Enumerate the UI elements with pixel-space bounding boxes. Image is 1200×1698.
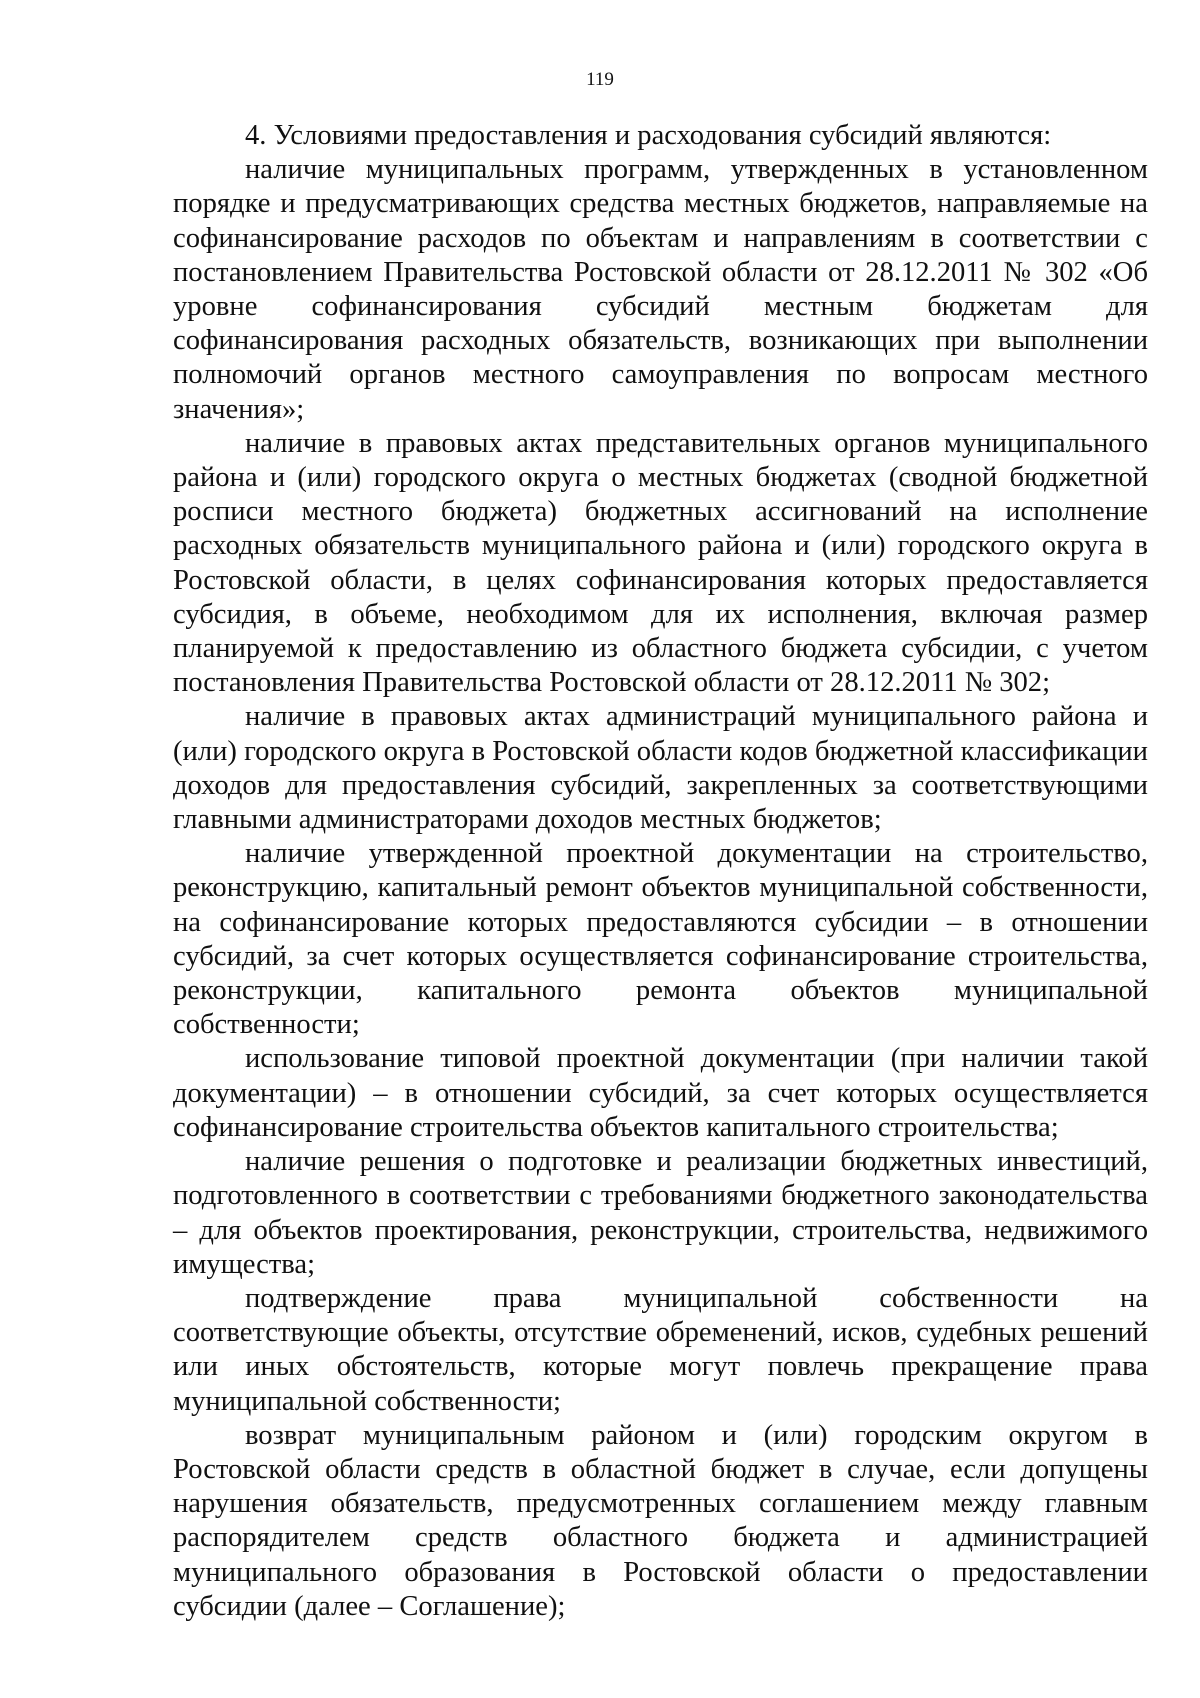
- section-heading: 4. Условиями предоставления и расходования субсидий являются:: [245, 120, 1052, 151]
- paragraph-investment-decision: наличие решения о подготовке и реализации бюджетных инвестиций, подготовленного в соответствии с требованиями бюджетного законодательства – для объектов проектирования, реконструкции, строительства, недвижимого имущества;: [173, 1146, 1148, 1280]
- paragraph-classification-codes: наличие в правовых актах администраций муниципального района и (или) городского округа в Ростовской области кодов бюджетной классификации доходов для предоставления субсидий, закрепленных за соответствующими главными администраторами доходов местных бюджетов;: [173, 701, 1148, 836]
- document-body: [173, 119, 1148, 1624]
- paragraph-project-documentation: наличие утвержденной проектной документации на строительство, реконструкцию, капитальный ремонт объектов муниципальной собственности, на софинансирование которых предоставляются субсидии – в отношении субсидий, за счет которых осуществляется софинансирование строительства, реконструкции, капитального ремонта объектов муниципальной собственности;: [173, 838, 1148, 1041]
- paragraph-property-rights: подтверждение права муниципальной собственности на соответствующие объекты, отсутствие обременений, исков, судебных решений или иных обстоятельств, которые могут повлечь прекращение права муниципальной собственности;: [173, 1282, 1148, 1417]
- paragraph-standard-documentation: использование типовой проектной документации (при наличии такой документации) – в отношении субсидий, за счет которых осуществляется софинансирование строительства объектов капитального строительства;: [173, 1043, 1148, 1143]
- page-number: 119: [586, 69, 614, 90]
- paragraph-municipal-programs: наличие муниципальных программ, утвержденных в установленном порядке и предусматривающих средства местных бюджетов, направляемые на софинансирование расходов по объектам и направлениям в соответствии с постановлением Правительства Ростовской области от 28.12.2011 № 302 «Об уровне софинансирования субсидий местным бюджетам для софинансирования расходных обязательств, возникающих при выполнении полномочий органов местного самоуправления по вопросам местного значения»;: [173, 154, 1148, 425]
- paragraph-budget-allocations: наличие в правовых актах представительных органов муниципального района и (или) городского округа о местных бюджетах (сводной бюджетной росписи местного бюджета) бюджетных ассигнований на исполнение расходных обязательств муниципального района и (или) городского округа в Ростовской области, в целях софинансирования которых предоставляется субсидия, в объеме, необходимом для их исполнения, включая размер планируемой к предоставлению из областного бюджета субсидии, с учетом постановления Правительства Ростовской области от 28.12.2011 № 302;: [173, 427, 1148, 699]
- paragraph-funds-return: возврат муниципальным районом и (или) городским округом в Ростовской области средств в областной бюджет в случае, если допущены нарушения обязательств, предусмотренных соглашением между главным распорядителем средств областного бюджета и администрацией муниципального образования в Ростовской области о предоставлении субсидии (далее – Соглашение);: [173, 1419, 1148, 1622]
